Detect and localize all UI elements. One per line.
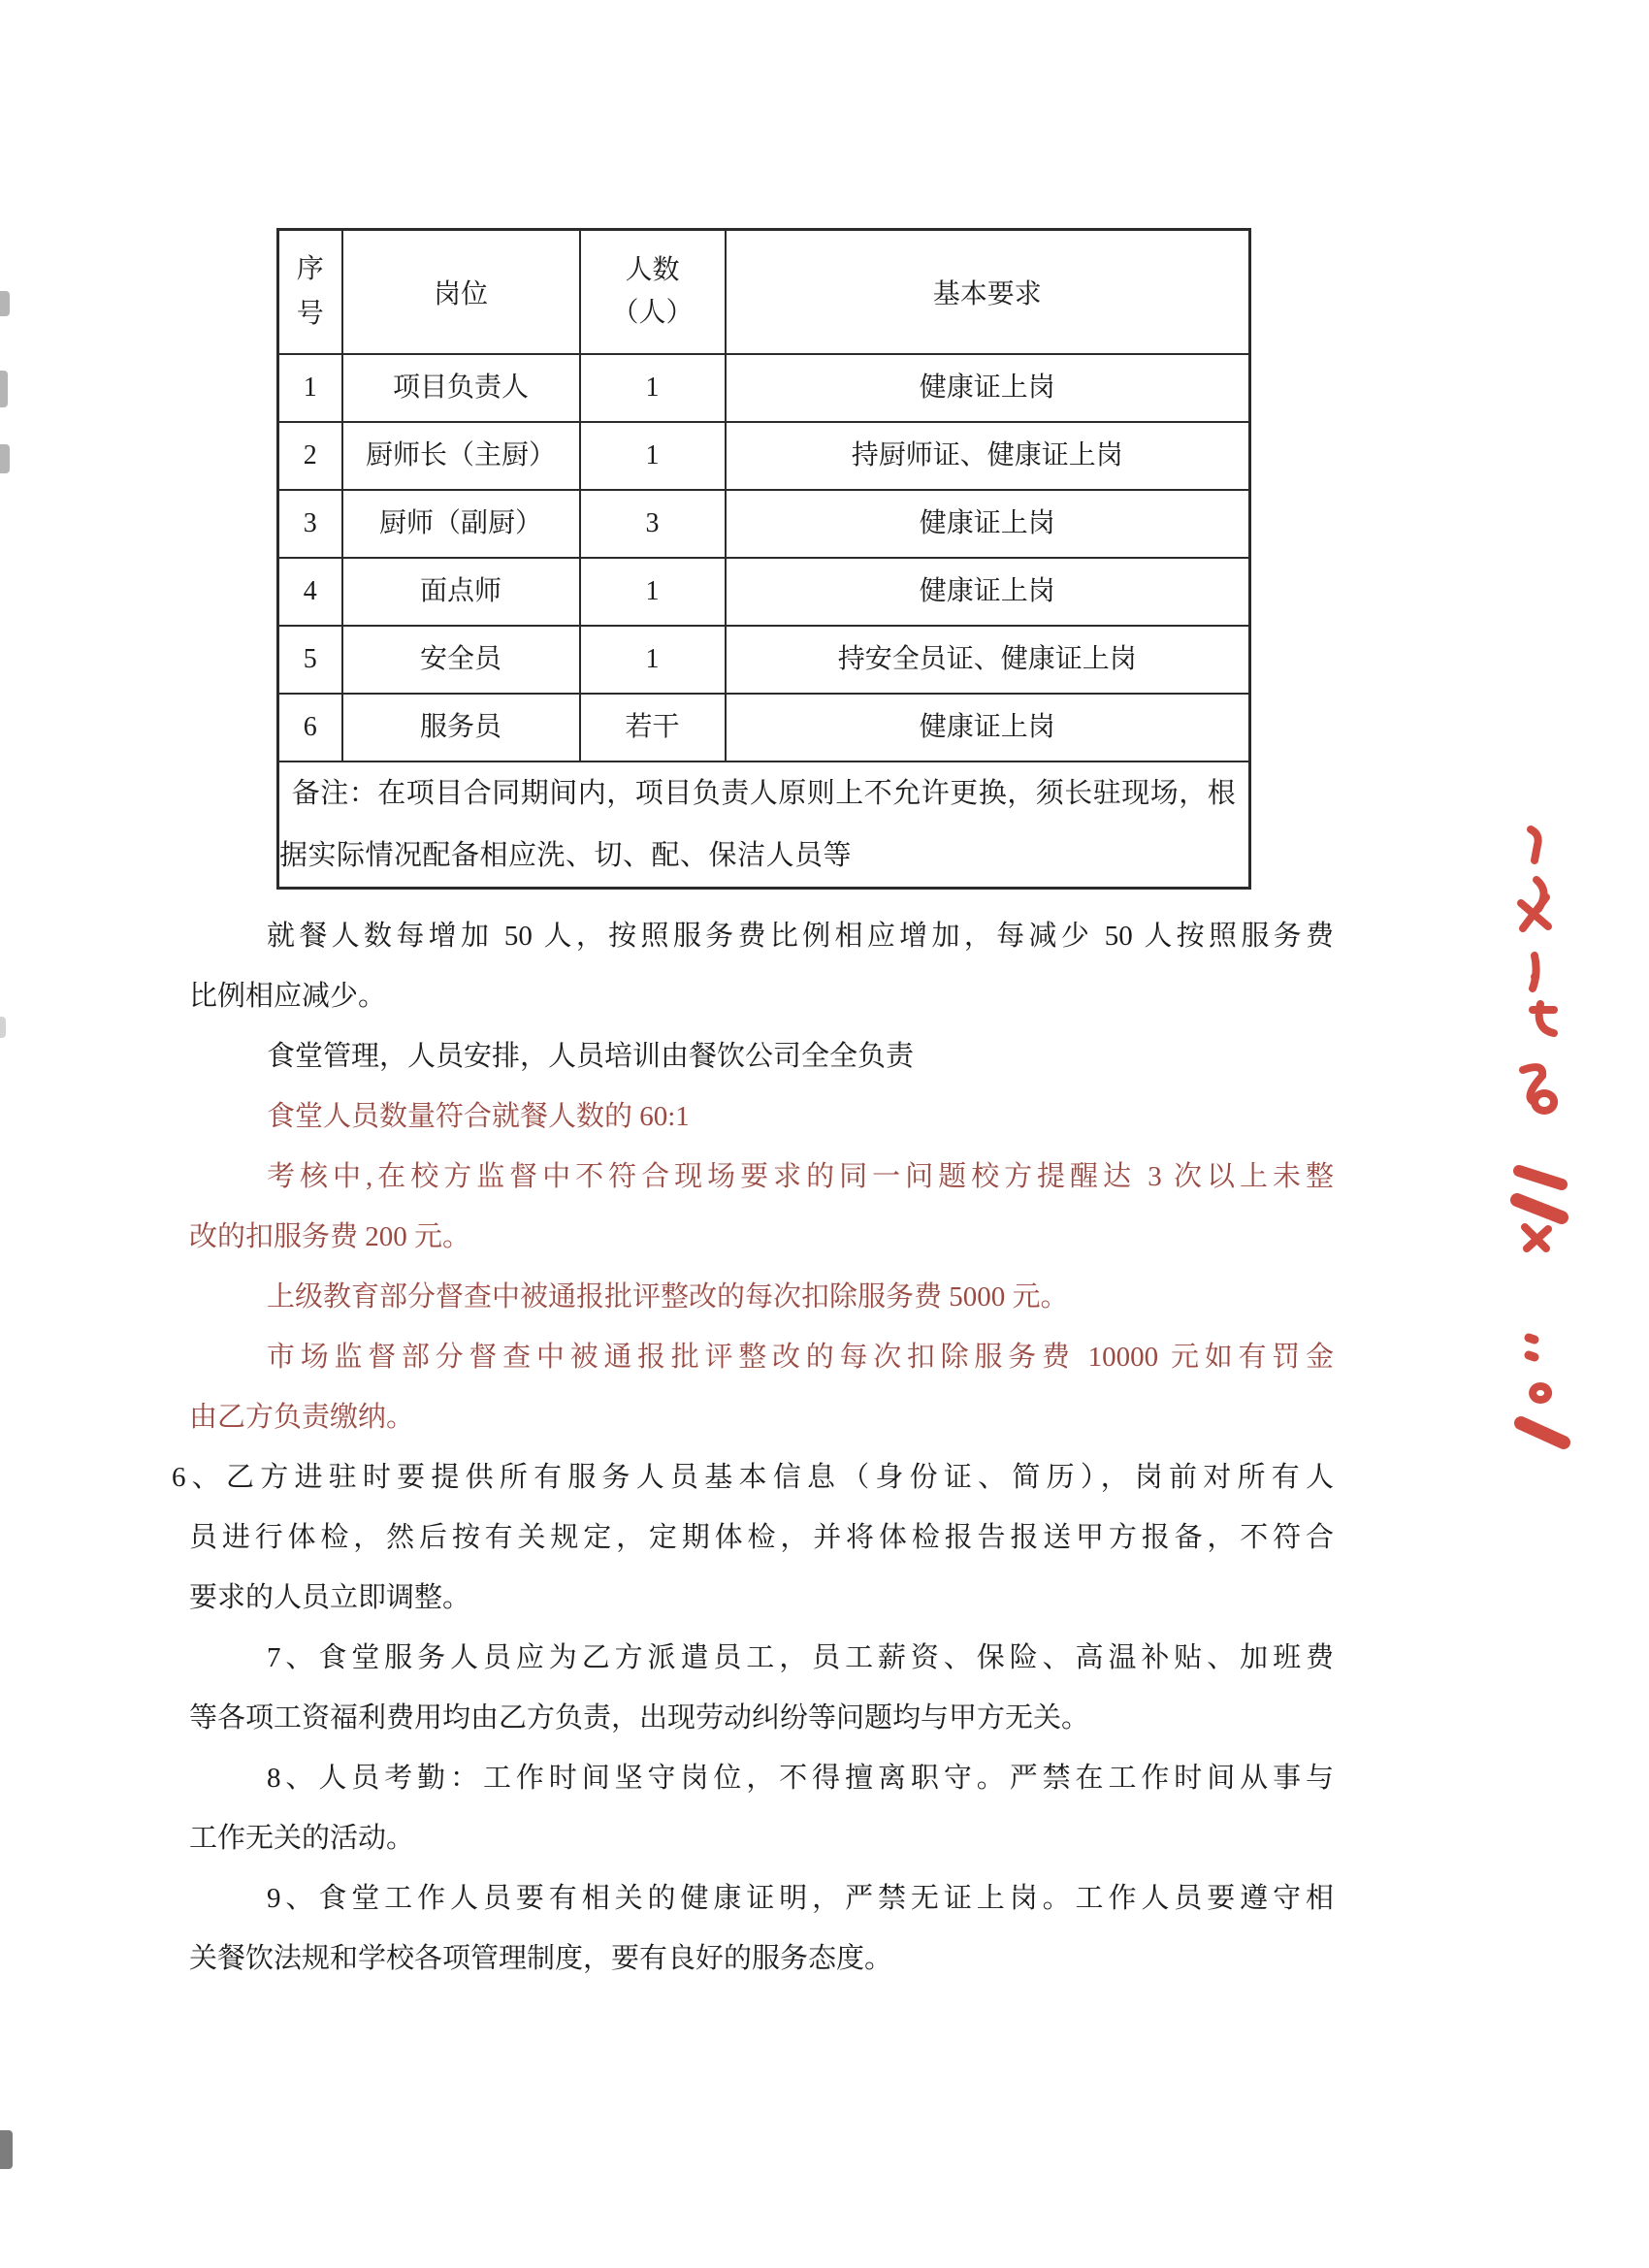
paragraph-line: 关餐饮法规和学校各项管理制度，要有良好的服务态度。 xyxy=(189,1943,893,1974)
cell-position: 厨师（副厨） xyxy=(342,490,580,558)
scan-smudge xyxy=(0,2130,13,2169)
header-position xyxy=(342,230,580,355)
header-count-line2: （人） xyxy=(611,298,694,328)
paragraph-line: 改的扣服务费 200 元。 xyxy=(189,1221,471,1252)
cell-position: 面点师 xyxy=(342,558,580,626)
header-position-label: 岗位 xyxy=(433,279,488,309)
cell-requirement: 健康证上岗 xyxy=(726,490,1250,558)
scan-smudge xyxy=(0,371,8,407)
cell-position: 服务员 xyxy=(342,694,580,761)
table-header-row xyxy=(278,230,1250,355)
contract-paragraphs xyxy=(172,906,1334,1989)
table-row xyxy=(278,490,1250,558)
paragraph-line: 食堂管理，人员安排，人员培训由餐饮公司全全负责 xyxy=(267,1041,915,1072)
cell-seq: 5 xyxy=(278,626,342,694)
paragraph-line: 上级教育部分督查中被通报批评整改的每次扣除服务费 5000 元。 xyxy=(267,1281,1069,1312)
scan-smudge xyxy=(0,1017,6,1038)
paragraph-line: 6、乙方进驻时要提供所有服务人员基本信息（身份证、简历），岗前对所有人 xyxy=(172,1462,1334,1493)
paragraph-line: 9、食堂工作人员要有相关的健康证明，严禁无证上岗。工作人员要遵守相 xyxy=(267,1883,1334,1914)
cell-seq: 2 xyxy=(278,422,342,490)
paragraph-line: 7、食堂服务人员应为乙方派遣员工，员工薪资、保险、高温补贴、加班费 xyxy=(267,1642,1334,1673)
paragraph-line: 就餐人数每增加 50 人，按照服务费比例相应增加，每减少 50 人按照服务费 xyxy=(267,921,1334,952)
table-row xyxy=(278,626,1250,694)
cell-requirement: 健康证上岗 xyxy=(726,354,1250,422)
paragraph-line: 员进行体检，然后按有关规定，定期体检，并将体检报告报送甲方报备，不符合 xyxy=(189,1522,1334,1553)
header-seq-label: 序号 xyxy=(296,254,324,329)
cell-requirement: 健康证上岗 xyxy=(726,558,1250,626)
cell-count: 1 xyxy=(580,558,726,626)
table-row xyxy=(278,422,1250,490)
staffing-table xyxy=(276,228,1251,890)
header-requirement xyxy=(726,230,1250,355)
table-row xyxy=(278,558,1250,626)
cell-requirement: 持安全员证、健康证上岗 xyxy=(726,626,1250,694)
paragraph-line: 食堂人员数量符合就餐人数的 60:1 xyxy=(267,1101,690,1132)
cell-count: 3 xyxy=(580,490,726,558)
cell-count: 1 xyxy=(580,354,726,422)
header-count-line1: 人数 xyxy=(625,255,680,285)
table-row xyxy=(278,694,1250,761)
red-stamp-mark xyxy=(1505,820,1583,1460)
header-count xyxy=(580,230,726,355)
paragraph-line: 比例相应减少。 xyxy=(189,981,387,1012)
cell-count: 若干 xyxy=(580,694,726,761)
cell-count: 1 xyxy=(580,626,726,694)
table-remark-row xyxy=(278,761,1250,889)
paragraph-line: 考核中,在校方监督中不符合现场要求的同一问题校方提醒达 3 次以上未整 xyxy=(267,1161,1334,1192)
paragraph-line: 等各项工资福利费用均由乙方负责，出现劳动纠纷等问题均与甲方无关。 xyxy=(189,1702,1090,1733)
paragraph-line: 由乙方负责缴纳。 xyxy=(189,1402,415,1433)
cell-requirement: 健康证上岗 xyxy=(726,694,1250,761)
cell-requirement: 持厨师证、健康证上岗 xyxy=(726,422,1250,490)
header-seq xyxy=(278,230,342,355)
cell-seq: 3 xyxy=(278,490,342,558)
scan-smudge xyxy=(0,291,10,316)
paragraph-line: 8、人员考勤：工作时间坚守岗位，不得擅离职守。严禁在工作时间从事与 xyxy=(267,1763,1334,1794)
cell-position: 项目负责人 xyxy=(342,354,580,422)
header-requirement-label: 基本要求 xyxy=(932,279,1042,309)
remark-cell: 备注：在项目合同期间内，项目负责人原则上不允许更换，须长驻现场，根据实际情况配备相应洗、切、配、保洁人员等 xyxy=(278,761,1250,889)
paragraph-line: 市场监督部分督查中被通报批评整改的每次扣除服务费 10000 元如有罚金 xyxy=(267,1342,1334,1373)
paragraph-line: 工作无关的活动。 xyxy=(189,1823,415,1854)
paragraph-line: 要求的人员立即调整。 xyxy=(189,1582,471,1613)
scan-smudge xyxy=(0,444,10,473)
cell-position: 安全员 xyxy=(342,626,580,694)
cell-seq: 4 xyxy=(278,558,342,626)
cell-seq: 1 xyxy=(278,354,342,422)
cell-seq: 6 xyxy=(278,694,342,761)
table-row xyxy=(278,354,1250,422)
cell-position: 厨师长（主厨） xyxy=(342,422,580,490)
cell-count: 1 xyxy=(580,422,726,490)
